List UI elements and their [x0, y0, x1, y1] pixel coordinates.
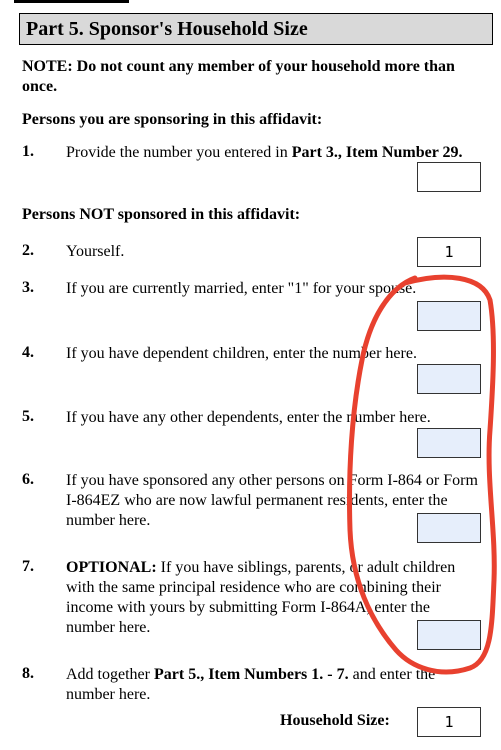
item-text-5: If you have any other dependents, enter the number here.	[66, 409, 431, 426]
section-heading-sponsored: Persons you are sponsoring in this affidavit:	[22, 111, 323, 128]
item-text-2: Yourself.	[66, 243, 125, 260]
item-number-4: 4.	[22, 344, 34, 361]
item-text-6: If you have sponsored any other persons on Form I-864 or Form I-864EZ who are now lawful permanent residents, enter the number here.	[66, 472, 478, 529]
note-text: NOTE: Do not count any member of your household more than once.	[22, 58, 455, 95]
section-heading-not-sponsored: Persons NOT sponsored in this affidavit:	[22, 206, 301, 223]
item-number-1: 1.	[22, 143, 34, 160]
item-text-8: Add together Part 5., Item Numbers 1. - 7. and enter the number here.	[66, 666, 436, 703]
item-text-1: Provide the number you entered in Part 3., Item Number 29.	[66, 144, 463, 161]
item-number-8: 8.	[22, 665, 34, 682]
item-number-7: 7.	[22, 558, 34, 575]
item-text-4: If you have dependent children, enter the number here.	[66, 345, 417, 362]
item-text-7: OPTIONAL: If you have siblings, parents, or adult children with the same principal residence who are combining their income with yours by submitting Form I-864A, enter the number here.	[66, 559, 456, 636]
item-number-6: 6.	[22, 471, 34, 488]
item-number-5: 5.	[22, 408, 34, 425]
annotation-stroke	[350, 277, 495, 672]
household-size-label: Household Size:	[280, 712, 390, 729]
item-text-3: If you are currently married, enter "1" for your spouse.	[66, 280, 417, 297]
part-header: Part 5. Sponsor's Household Size	[19, 13, 493, 45]
item-number-2: 2.	[22, 242, 34, 259]
item-number-3: 3.	[22, 279, 34, 296]
